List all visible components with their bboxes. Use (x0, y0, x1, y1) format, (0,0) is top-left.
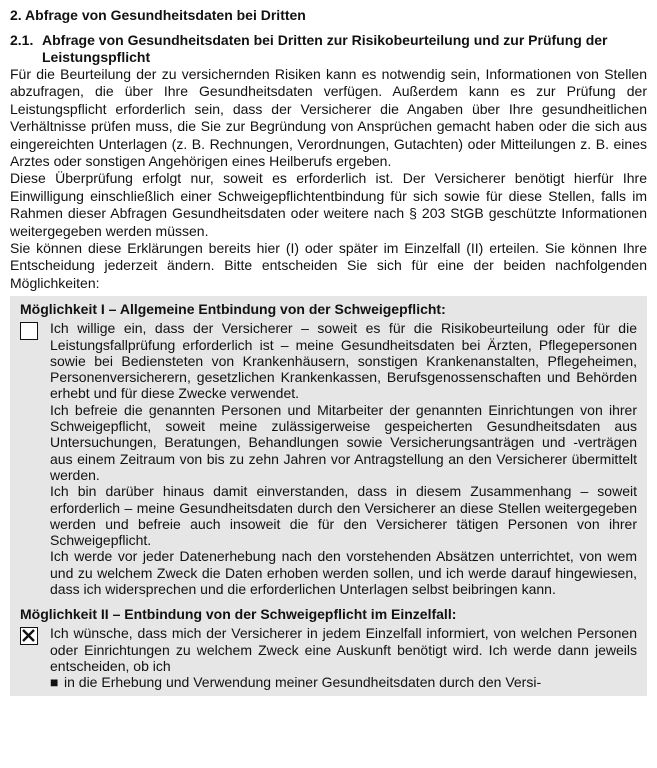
options-box (10, 296, 647, 696)
option2-title: Möglichkeit II – Entbindung von der Schweigepflicht im Einzelfall: (20, 606, 457, 623)
option1-paragraph: Ich befreie die genannten Personen und Mitarbeiter der genannten Einrichtungen von ihrer Schweigepflicht, soweit meine zulässigerweise gespeicherten Gesundheitsdaten aus Untersuchungen, Beratungen, Behandlungen sowie Versicherungsanträgen und -verträgen aus einem Zeitraum von bis zu zehn Jahren vor Antragstellung an den Versicherer übermittelt werden. (50, 401, 637, 483)
option1-checkbox[interactable] (20, 322, 38, 340)
option2-paragraph: Ich wünsche, dass mich der Versicherer in jedem Einzelfall informiert, von welchen Personen oder Einrichtungen zu welchem Zweck eine Auskunft benötigt wird. Ich werde dann jeweils entscheiden, ob ich (50, 625, 637, 674)
section-heading: 2. Abfrage von Gesundheitsdaten bei Dritten (10, 7, 306, 23)
option2-bullet (50, 674, 637, 690)
bullet-square-icon: ■ (50, 674, 59, 691)
option1-paragraph: Ich willige ein, dass der Versicherer – soweit es für die Risikobeurteilung oder für die Leistungsfallprüfung erforderlich ist – meine Gesundheitsdaten bei Ärzten, Pflegepersonen sowie bei Bediensteten von Krankenhäusern, sonstigen Krankenanstalten, Pflegeheimen, Personenversicherern, gesetzlichen Krankenkassen, Berufsgenossenschaften und Behörden erhebt und für diese Zwecke verwendet. (50, 320, 637, 402)
check-x-icon (21, 628, 36, 643)
subsection-number: 2.1. (10, 32, 34, 48)
option2-row (20, 625, 637, 690)
option1-paragraph: Ich bin darüber hinaus damit einverstanden, dass in diesem Zusammenhang – soweit erforderlich – meine Gesundheitsdaten durch den Versicherer an diese Stellen weitergegeben werden und befreie auch insoweit die für den Versicherer tätigen Personen von ihrer Schweigepflicht. (50, 483, 637, 549)
option1-body (50, 320, 637, 597)
option2-bullet-text: in die Erhebung und Verwendung meiner Gesundheitsdaten durch den Versi- (64, 674, 542, 691)
intro-paragraph: Diese Überprüfung erfolgt nur, soweit es erforderlich ist. Der Versicherer benötigt hierfür Ihre Einwilligung einschließlich einer Schweigepflichtentbindung für sich sowie für diese Stellen, falls im Rahmen dieser Abfragen Gesundheitsdaten oder weitere nach § 203 StGB geschützte Informationen weitergegeben werden müssen. (10, 170, 647, 239)
intro-paragraph: Für die Beurteilung der zu versichernden Risiken kann es notwendig sein, Informationen von Stellen abzufragen, die über Ihre Gesundheitsdaten verfügen. Außerdem kann es zur Prüfung der Leistungspflicht erforderlich sein, dass der Versicherer die Angaben über Ihre gesundheitlichen Verhältnisse prüfen muss, die Sie zur Begründung von Ansprüchen gemacht haben oder die sich aus eingereichten Unterlagen (z. B. Rechnungen, Verordnungen, Gutachten) oder Mitteilungen z. B. eines Arztes oder sonstigen Angehörigen eines Heilberufs ergeben. (10, 66, 647, 170)
option1-title: Möglichkeit I – Allgemeine Entbindung von der Schweigepflicht: (20, 301, 446, 318)
subsection-heading (10, 32, 647, 66)
option1-paragraph: Ich werde vor jeder Datenerhebung nach den vorstehenden Absätzen unterrichtet, von wem und zu welchem Zweck die Daten erhoben werden sollen, und ich werde darauf hingewiesen, dass ich widersprechen und die erforderlichen Unterlagen selbst beibringen kann. (50, 548, 637, 598)
option1-row (20, 320, 637, 597)
subsection-title: Abfrage von Gesundheitsdaten bei Dritten zur Risikobeurteilung und zur Prüfung der Leistungspflicht (42, 32, 608, 65)
intro-paragraph: Sie können diese Erklärungen bereits hier (I) oder später im Einzelfall (II) erteilen. Sie können Ihre Entscheidung jederzeit ändern. Bitte entscheiden Sie sich für eine der beiden nachfolgenden Möglichkeiten: (10, 240, 647, 291)
option2-checkbox[interactable] (20, 627, 38, 645)
option2-body (50, 625, 637, 690)
